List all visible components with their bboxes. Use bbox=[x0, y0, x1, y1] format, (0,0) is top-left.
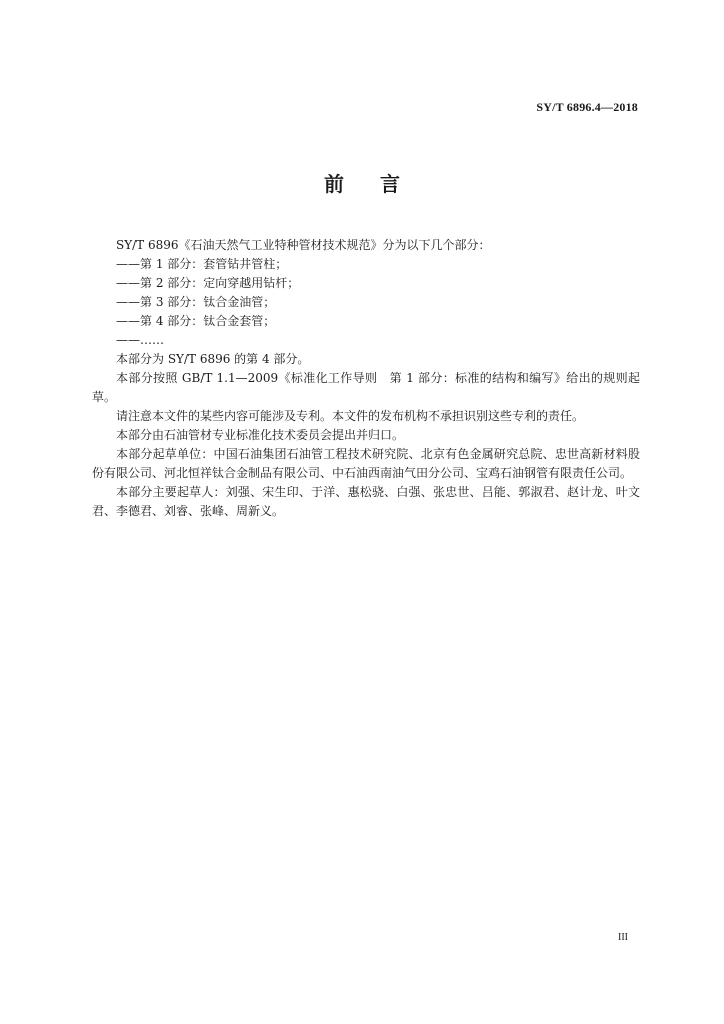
page-number: III bbox=[618, 932, 628, 943]
part-list-item: ——第 2 部分：定向穿越用钻杆； bbox=[116, 276, 300, 290]
proposed-by-paragraph: 本部分由石油管材专业标准化技术委员会提出并归口。 bbox=[116, 428, 405, 442]
drafting-rules-paragraph: 本部分按照 GB/T 1.1—2009《标准化工作导则 第 1 部分：标准的结构和编写》给出的规则起草。 bbox=[92, 371, 640, 404]
page-title: 前言 bbox=[324, 172, 436, 196]
part-list-item: ——…… bbox=[116, 333, 164, 347]
this-part-paragraph: 本部分为 SY/T 6896 的第 4 部分。 bbox=[116, 352, 310, 366]
part-list-item: ——第 3 部分：钛合金油管； bbox=[116, 295, 276, 309]
foreword-body bbox=[92, 236, 640, 521]
patent-notice-paragraph: 请注意本文件的某些内容可能涉及专利。本文件的发布机构不承担识别这些专利的责任。 bbox=[116, 409, 585, 423]
intro-paragraph: SY/T 6896《石油天然气工业特种管材技术规范》分为以下几个部分： bbox=[116, 238, 491, 252]
drafters-paragraph: 本部分主要起草人：刘强、宋生印、于洋、惠松骁、白强、张忠世、吕能、郭淑君、赵计龙、叶文君、李德君、刘睿、张峰、周新义。 bbox=[92, 485, 640, 518]
part-list-item: ——第 1 部分：套管钻井管柱； bbox=[116, 257, 288, 271]
part-list-item: ——第 4 部分：钛合金套管； bbox=[116, 314, 276, 328]
standard-code: SY/T 6896.4—2018 bbox=[536, 100, 638, 114]
drafting-units-paragraph: 本部分起草单位：中国石油集团石油管工程技术研究院、北京有色金属研究总院、忠世高新材料股份有限公司、河北恒祥钛合金制品有限公司、中石油西南油气田分公司、宝鸡石油钢管有限责任公司。 bbox=[92, 447, 640, 480]
